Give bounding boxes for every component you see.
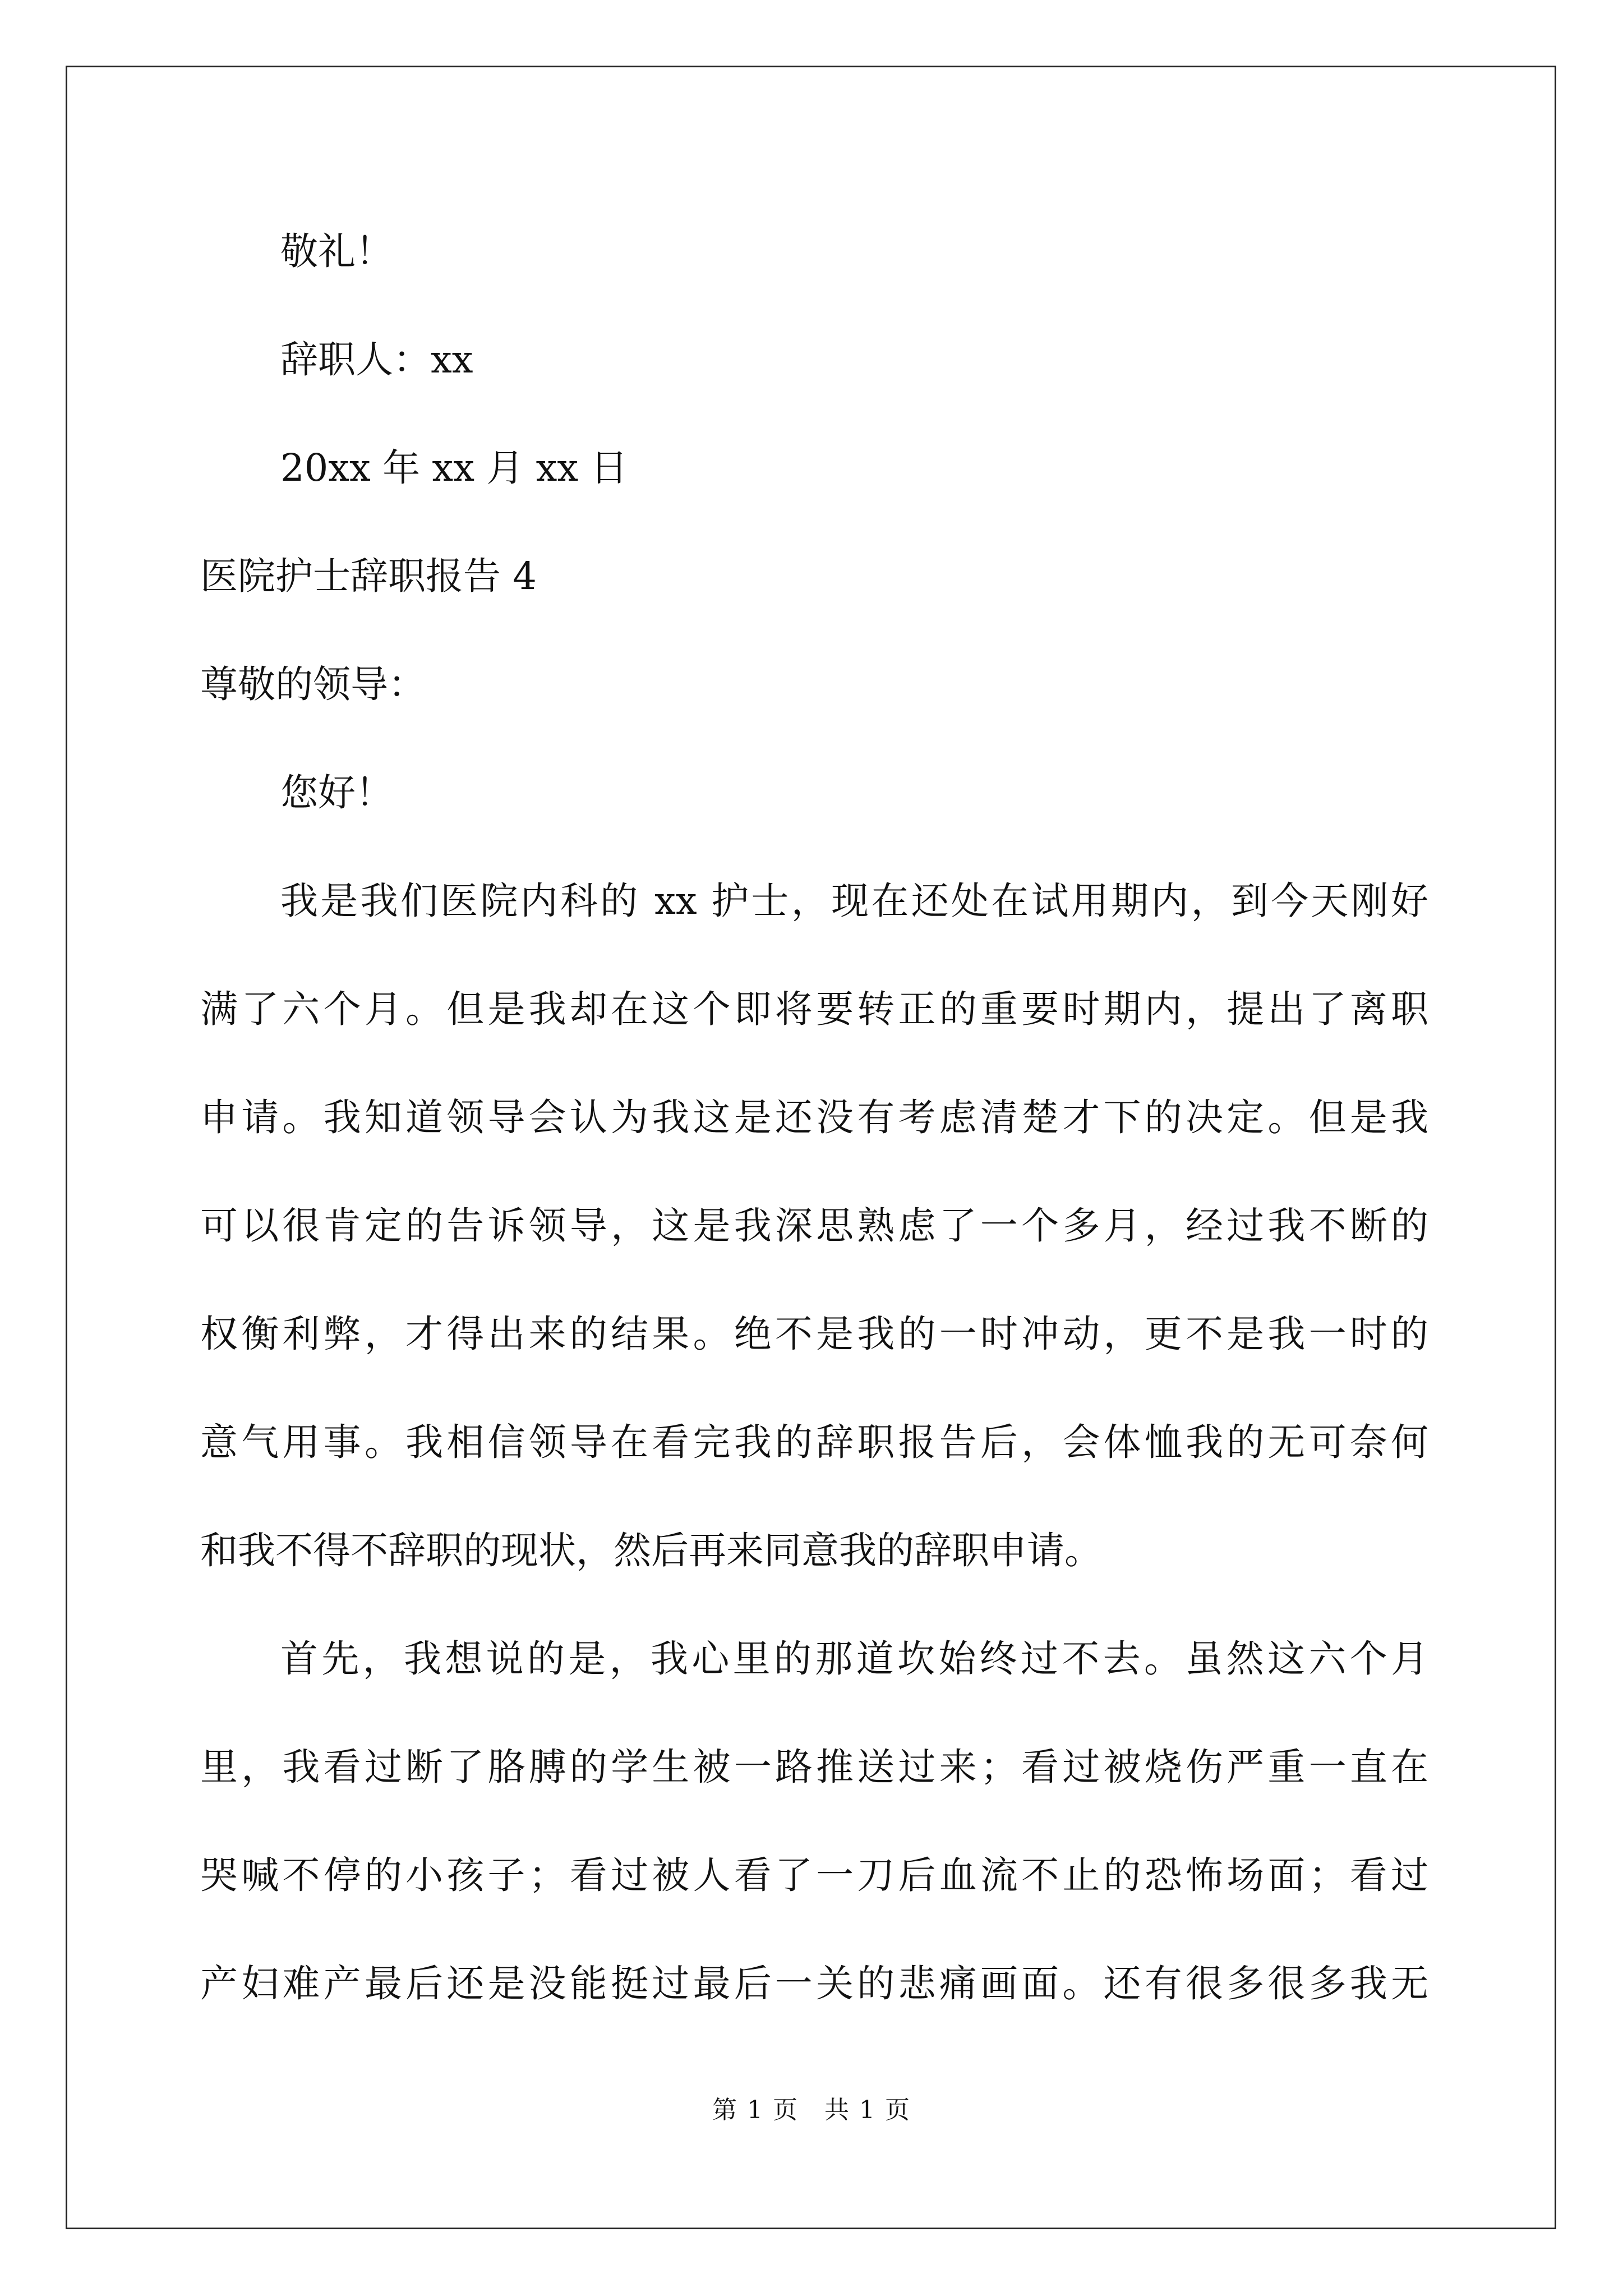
closing-line: 敬礼！ xyxy=(280,229,393,273)
paragraph-2-line: 哭喊不停的小孩子；看过被人看了一刀后血流不止的恐怖场面；看过 xyxy=(200,1853,1428,1897)
greeting: 您好！ xyxy=(280,771,393,815)
signer-line: 辞职人：xx xyxy=(280,338,473,381)
paragraph-2-line: 首先，我想说的是，我心里的那道坎始终过不去。虽然这六个月 xyxy=(280,1637,1428,1681)
paragraph-1-line: 满了六个月。但是我却在这个即将要转正的重要时期内，提出了离职 xyxy=(200,987,1428,1031)
paragraph-1-line: 申请。我知道领导会认为我这是还没有考虑清楚才下的决定。但是我 xyxy=(200,1096,1428,1139)
paragraph-2-line: 里，我看过断了胳膊的学生被一路推送过来；看过被烧伤严重一直在 xyxy=(200,1745,1428,1789)
paragraph-1-line: 可以很肯定的告诉领导，这是我深思熟虑了一个多月，经过我不断的 xyxy=(200,1204,1428,1248)
page-frame xyxy=(66,66,1556,2229)
paragraph-2-line: 产妇难产最后还是没能挺过最后一关的悲痛画面。还有很多很多我无 xyxy=(200,1962,1428,2005)
salutation: 尊敬的领导： xyxy=(200,662,426,706)
section-title: 医院护士辞职报告 4 xyxy=(200,554,537,598)
paragraph-1-line: 意气用事。我相信领导在看完我的辞职报告后，会体恤我的无可奈何 xyxy=(200,1420,1428,1464)
date-line: 20xx 年 xx 月 xx 日 xyxy=(280,446,628,490)
page-footer: 第 1 页 共 1 页 xyxy=(712,2096,911,2124)
paragraph-1-line: 我是我们医院内科的 xx 护士，现在还处在试用期内，到今天刚好 xyxy=(280,879,1428,923)
paragraph-1-line: 权衡利弊，才得出来的结果。绝不是我的一时冲动，更不是我一时的 xyxy=(200,1312,1428,1356)
paragraph-1-line: 和我不得不辞职的现状，然后再来同意我的辞职申请。 xyxy=(200,1529,1102,1572)
